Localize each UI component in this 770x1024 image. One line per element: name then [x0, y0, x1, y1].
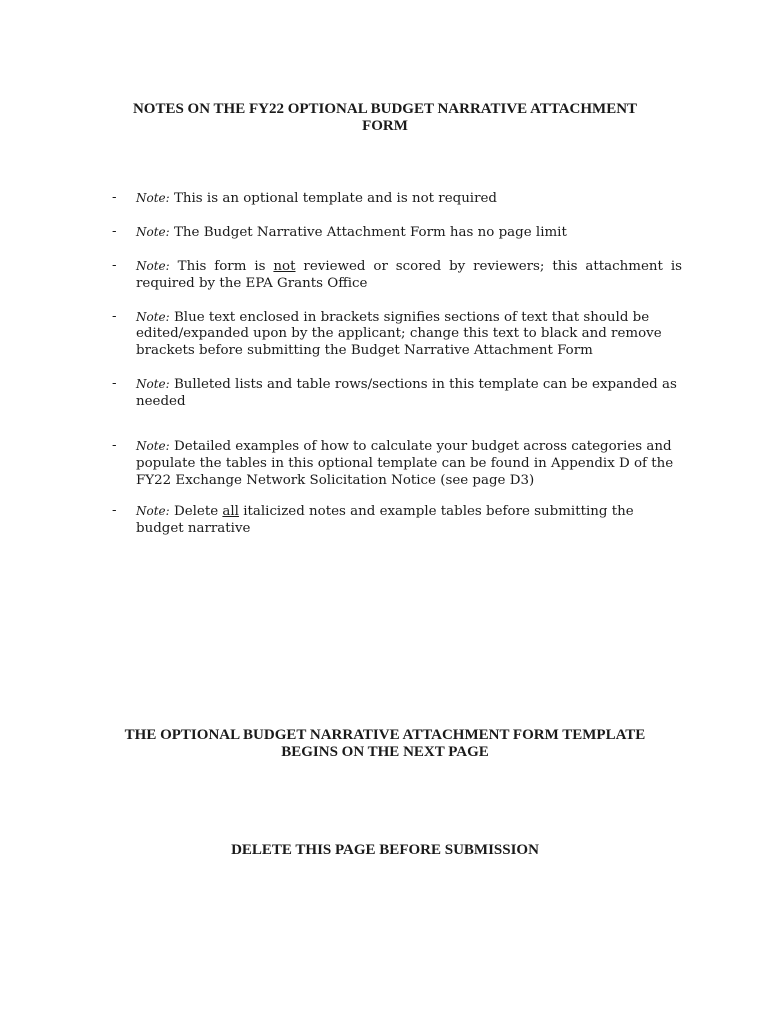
underlined-word: not: [273, 259, 296, 275]
dash-bullet: -: [112, 258, 117, 274]
note-label: Note:: [136, 225, 170, 240]
note-text-end: reviewed or scored by reviewers; this attachment is required by the EPA Grants Office: [136, 259, 682, 291]
page-title-line-2: FORM: [362, 118, 408, 134]
note-text: The Budget Narrative Attachment Form has no page limit: [173, 225, 567, 241]
notes-list: [110, 190, 682, 554]
next-page-notice-line-2: BEGINS ON THE NEXT PAGE: [281, 744, 489, 760]
list-item: [110, 190, 682, 208]
underlined-word: all: [222, 504, 239, 520]
next-page-notice: [80, 727, 690, 761]
page-title-line-1: NOTES ON THE FY22 OPTIONAL BUDGET NARRATIVE ATTACHMENT: [132, 101, 638, 117]
list-item: [110, 224, 682, 242]
note-text-start: Delete: [173, 504, 223, 520]
note-label: Note:: [136, 504, 170, 519]
note-text: Bulleted lists and table rows/sections in this template can be expanded as needed: [136, 377, 677, 409]
dash-bullet: -: [112, 376, 117, 392]
dash-bullet: -: [112, 190, 117, 205]
dash-bullet: -: [112, 503, 117, 519]
note-text-start: This form is: [177, 259, 274, 275]
page-title: [90, 101, 680, 135]
dash-bullet: -: [112, 224, 117, 240]
note-text: Blue text enclosed in brackets signifies sections of text that should be edited/expanded upon by the applicant; change this text to black and remove brackets before submitting the Budget Narrative Attachment Form: [136, 309, 662, 359]
next-page-notice-line-1: THE OPTIONAL BUDGET NARRATIVE ATTACHMENT FORM TEMPLATE: [124, 727, 646, 743]
delete-notice: DELETE THIS PAGE BEFORE SUBMISSION: [231, 842, 539, 858]
list-item: [110, 438, 682, 489]
list-item: [110, 376, 682, 410]
note-label: Note:: [136, 259, 170, 274]
list-item: [110, 258, 682, 292]
note-label: Note:: [136, 191, 170, 205]
note-label: Note:: [136, 439, 170, 454]
dash-bullet: -: [112, 308, 117, 324]
list-item: [110, 503, 682, 537]
dash-bullet: -: [112, 438, 117, 454]
note-text: Detailed examples of how to calculate your budget across categories and populate the tables in this optional template can be found in Appendix D of the FY22 Exchange Network Solicitation Notice (see page D3): [136, 439, 674, 488]
list-item: [110, 309, 682, 360]
note-label: Note:: [136, 309, 170, 324]
note-label: Note:: [136, 377, 170, 392]
note-text: This is an optional template and is not required: [173, 191, 497, 206]
note-text-end: italicized notes and example tables before submitting the budget narrative: [136, 504, 634, 536]
